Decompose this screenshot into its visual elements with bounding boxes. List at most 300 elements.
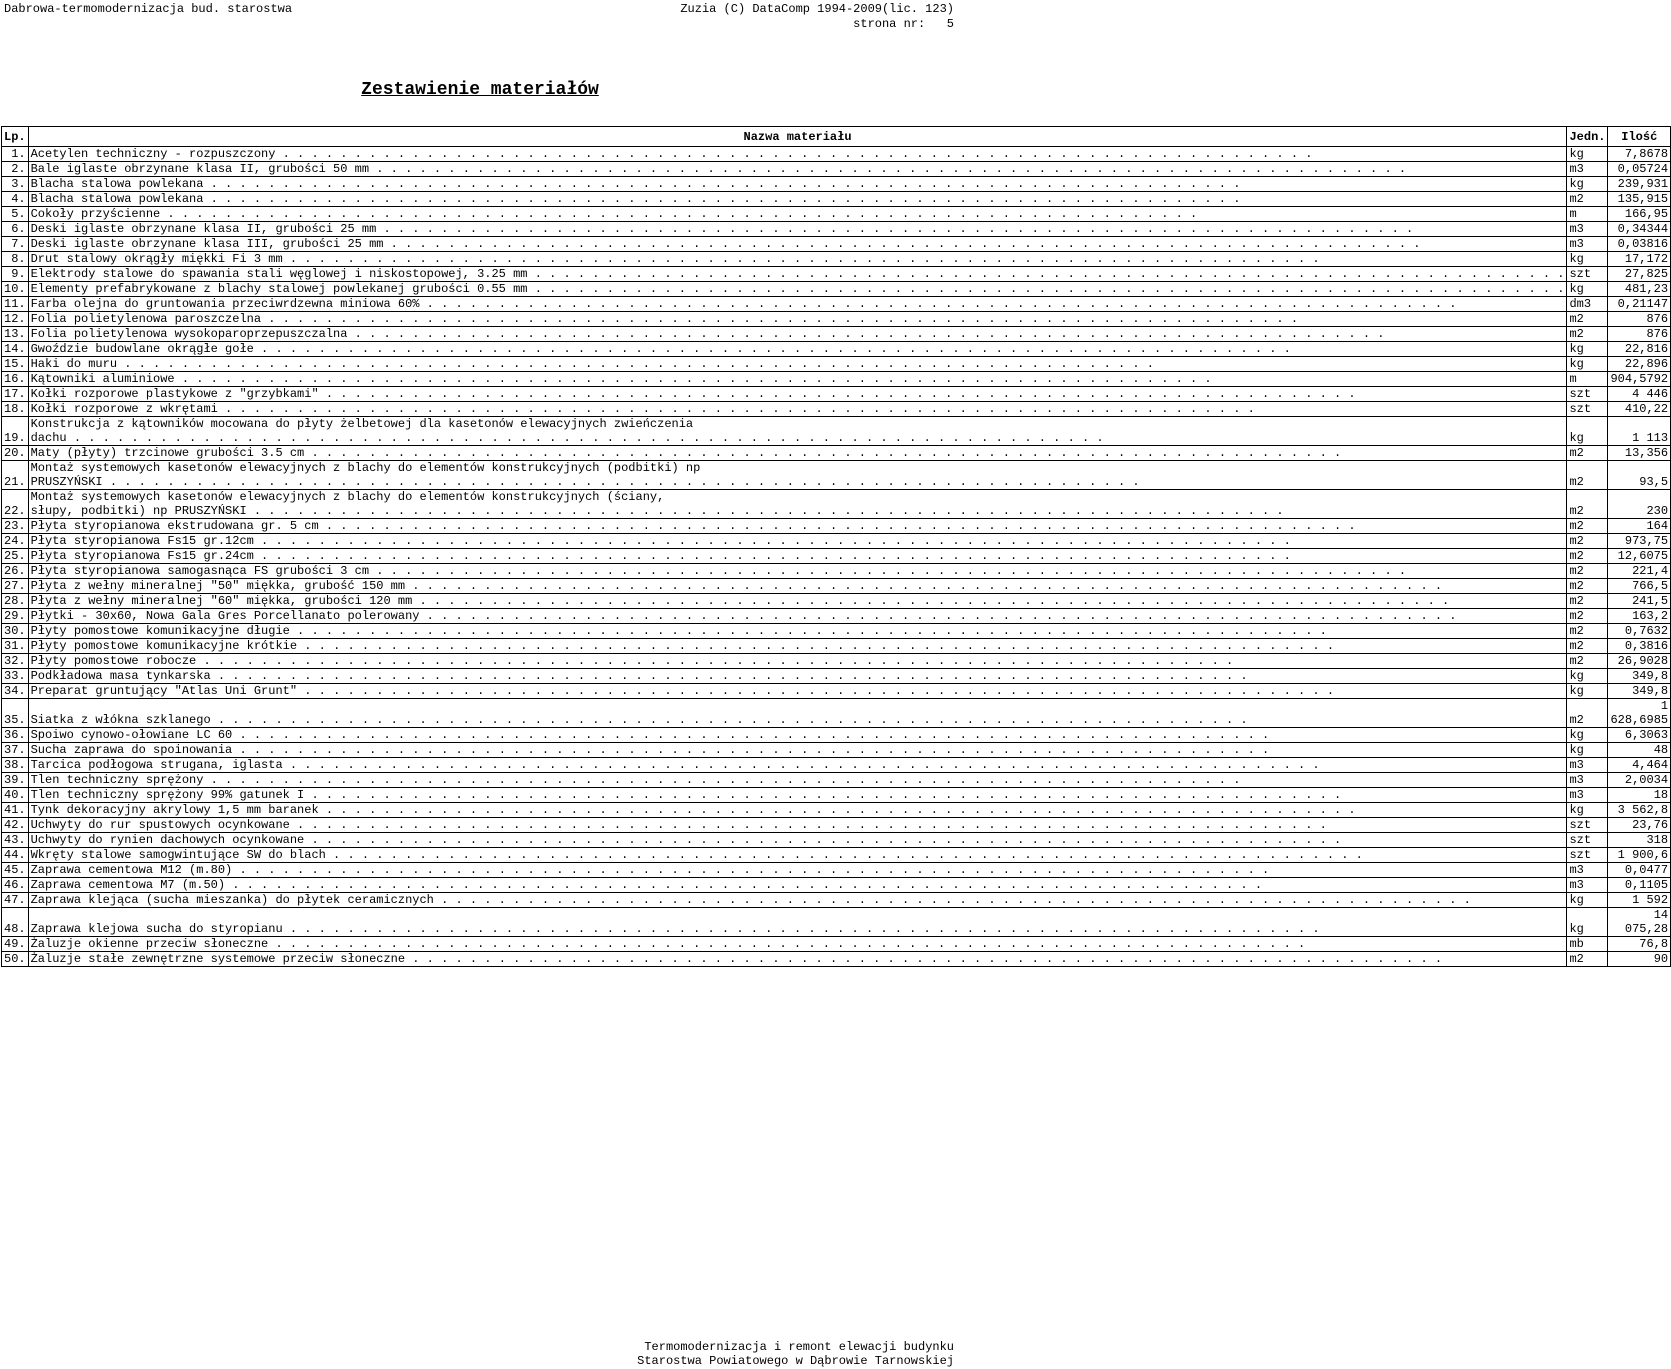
row-name-line-2: PRUSZYŃSKI: [30, 475, 103, 489]
row-unit: kg: [1567, 342, 1608, 357]
table-row: [2, 446, 1671, 461]
row-unit: m3: [1567, 863, 1608, 878]
table-row: [2, 893, 1671, 908]
leader-dots: . . . . . . . . . . . . . . . . . . . . . . . . . . . . . . . . . . . . . . . . . . . . . . . . . . . . . . . . . . . . . . . . . . . . . . . .: [347, 327, 1385, 341]
table-row: [2, 297, 1671, 312]
row-name: [28, 372, 1567, 387]
leader-dots: . . . . . . . . . . . . . . . . . . . . . . . . . . . . . . . . . . . . . . . . . . . . . . . . . . . . . . . . . . . . . . . . . . . . . . . .: [304, 788, 1342, 802]
row-name: [28, 699, 1567, 728]
leader-dots: . . . . . . . . . . . . . . . . . . . . . . . . . . . . . . . . . . . . . . . . . . . . . . . . . . . . . . . . . . . . . . . . . . . . . . . .: [232, 863, 1270, 877]
row-qty: 14 075,28: [1608, 908, 1671, 937]
row-name-text: Żaluzje stałe zewnętrzne systemowe przeciw słoneczne: [30, 952, 406, 966]
row-unit: m2: [1567, 446, 1608, 461]
table-row: [2, 417, 1671, 446]
row-name-text: Zaprawa cementowa M7 (m.50): [30, 878, 226, 892]
row-name: [28, 519, 1567, 534]
row-name: [28, 327, 1567, 342]
row-lp: 48.: [2, 908, 29, 937]
row-name-text: Płyta styropianowa samogasnąca FS grubości 3 cm: [30, 564, 370, 578]
row-qty: 0,0477: [1608, 863, 1671, 878]
row-unit: kg: [1567, 893, 1608, 908]
leader-dots: . . . . . . . . . . . . . . . . . . . . . . . . . . . . . . . . . . . . . . . . . . . . . . . . . . . . . . . . . . . . . . . . . . . . . . . .: [383, 237, 1421, 251]
row-name: [28, 624, 1567, 639]
row-lp: 10.: [2, 282, 29, 297]
row-name-text: Folia polietylenowa wysokoparoprzepuszczalna: [30, 327, 348, 341]
leader-dots: . . . . . . . . . . . . . . . . . . . . . . . . . . . . . . . . . . . . . . . . . . . . . . . . . . . . . . . . . . . . . . . . . . . . . . . .: [102, 475, 1140, 489]
table-row: [2, 252, 1671, 267]
col-header-name: Nazwa materiału: [28, 127, 1567, 147]
row-name-text: Płyta z wełny mineralnej "60" miękka, grubości 120 mm: [30, 594, 413, 608]
leader-dots: . . . . . . . . . . . . . . . . . . . . . . . . . . . . . . . . . . . . . . . . . . . . . . . . . . . . . . . . . . . . . . . . . . . . . . . .: [117, 357, 1154, 371]
row-qty: 0,21147: [1608, 297, 1671, 312]
materials-table: [1, 126, 1671, 967]
row-lp: 16.: [2, 372, 29, 387]
row-name: [28, 848, 1567, 863]
footer: [637, 1340, 954, 1368]
row-unit: kg: [1567, 282, 1608, 297]
row-name: [28, 803, 1567, 818]
row-unit: kg: [1567, 669, 1608, 684]
row-name: [28, 312, 1567, 327]
leader-dots: . . . . . . . . . . . . . . . . . . . . . . . . . . . . . . . . . . . . . . . . . . . . . . . . . . . . . . . . . . . . . . . . . . . . . . . .: [282, 252, 1320, 266]
row-lp: 9.: [2, 267, 29, 282]
footer-line-2: Starostwa Powiatowego w Dąbrowie Tarnowskiej: [637, 1354, 954, 1368]
row-qty: 76,8: [1608, 937, 1671, 952]
row-name: [28, 297, 1567, 312]
row-unit: m3: [1567, 773, 1608, 788]
row-name-line-1: Montaż systemowych kasetonów elewacyjnych z blachy do elementów konstrukcyjnych (podbitki) np: [30, 461, 701, 475]
row-name: [28, 654, 1567, 669]
row-unit: dm3: [1567, 297, 1608, 312]
row-name: [28, 417, 1567, 446]
row-lp: 33.: [2, 669, 29, 684]
row-unit: mb: [1567, 937, 1608, 952]
leader-dots: . . . . . . . . . . . . . . . . . . . . . . . . . . . . . . . . . . . . . . . . . . . . . . . . . . . . . . . . . . . . . . . . . . . . . . . .: [174, 372, 1212, 386]
row-qty: 0,03816: [1608, 237, 1671, 252]
col-header-qty: Ilość: [1608, 127, 1671, 147]
row-name: [28, 207, 1567, 222]
row-name-text: Cokoły przyścienne: [30, 207, 161, 221]
row-name-text: Kołki rozporowe z wkrętami: [30, 402, 218, 416]
leader-dots: . . . . . . . . . . . . . . . . . . . . . . . . . . . . . . . . . . . . . . . . . . . . . . . . . . . . . . . . . . . . . . . . . . . . . . . .: [304, 446, 1342, 460]
row-qty: 22,816: [1608, 342, 1671, 357]
leader-dots: . . . . . . . . . . . . . . . . . . . . . . . . . . . . . . . . . . . . . . . . . . . . . . . . . . . . . . . . . . . . . . . . . . . . . . . .: [196, 654, 1234, 668]
table-row: [2, 312, 1671, 327]
row-qty: 93,5: [1608, 461, 1671, 490]
row-name-text: Płyta styropianowa Fs15 gr.12cm: [30, 534, 254, 548]
row-qty: 48: [1608, 743, 1671, 758]
leader-dots: . . . . . . . . . . . . . . . . . . . . . . . . . . . . . . . . . . . . . . . . . . . . . . . . . . . . . . . . . . . . . . . . . . . . . . . .: [203, 192, 1241, 206]
row-lp: 8.: [2, 252, 29, 267]
row-qty: 90: [1608, 952, 1671, 967]
row-unit: szt: [1567, 387, 1608, 402]
table-row: [2, 863, 1671, 878]
row-name: [28, 222, 1567, 237]
row-name: [28, 252, 1567, 267]
leader-dots: . . . . . . . . . . . . . . . . . . . . . . . . . . . . . . . . . . . . . . . . . . . . . . . . . . . . . . . . . . . . . . . . . . . . . . . .: [433, 893, 1471, 907]
row-qty: 349,8: [1608, 669, 1671, 684]
row-name-line-2: dachu: [30, 431, 67, 445]
row-name-text: Tarcica podłogowa strugana, iglasta: [30, 758, 283, 772]
row-name-text: Płyta styropianowa Fs15 gr.24cm: [30, 549, 254, 563]
row-qty: 13,356: [1608, 446, 1671, 461]
row-name-text: Uchwyty do rur spustowych ocynkowane: [30, 818, 290, 832]
row-qty: 2,0034: [1608, 773, 1671, 788]
table-row: [2, 372, 1671, 387]
row-name: [28, 758, 1567, 773]
row-lp: 11.: [2, 297, 29, 312]
table-row: [2, 237, 1671, 252]
row-unit: m2: [1567, 594, 1608, 609]
row-name: [28, 833, 1567, 848]
header-software: Zuzia (C) DataComp 1994-2009(lic. 123): [680, 2, 954, 16]
row-qty: 876: [1608, 312, 1671, 327]
leader-dots: . . . . . . . . . . . . . . . . . . . . . . . . . . . . . . . . . . . . . . . . . . . . . . . . . . . . . . . . . . . . . . . . . . . . . . . .: [318, 803, 1356, 817]
row-name: [28, 282, 1567, 297]
leader-dots: . . . . . . . . . . . . . . . . . . . . . . . . . . . . . . . . . . . . . . . . . . . . . . . . . . . . . . . . . . . . . . . . . . . . . . . .: [261, 312, 1299, 326]
row-qty: 0,34344: [1608, 222, 1671, 237]
row-qty: 7,8678: [1608, 147, 1671, 162]
table-row: [2, 579, 1671, 594]
table-row: [2, 848, 1671, 863]
row-name-text: Płyty pomostowe robocze: [30, 654, 197, 668]
row-unit: m2: [1567, 609, 1608, 624]
row-qty: 135,915: [1608, 192, 1671, 207]
leader-dots: . . . . . . . . . . . . . . . . . . . . . . . . . . . . . . . . . . . . . . . . . . . . . . . . . . . . . . . . . . . . . . . . . . . . . . . .: [232, 743, 1270, 757]
row-name: [28, 773, 1567, 788]
row-lp: 23.: [2, 519, 29, 534]
row-lp: 50.: [2, 952, 29, 967]
row-name: [28, 267, 1567, 282]
row-unit: szt: [1567, 848, 1608, 863]
table-row: [2, 267, 1671, 282]
row-name: [28, 564, 1567, 579]
row-name: [28, 162, 1567, 177]
row-qty: 876: [1608, 327, 1671, 342]
row-unit: m3: [1567, 878, 1608, 893]
row-name-text: Elementy prefabrykowane z blachy stalowej powlekanej grubości 0.55 mm: [30, 282, 528, 296]
row-lp: 3.: [2, 177, 29, 192]
row-name-text: Płytki - 30x60, Nowa Gala Gres Porcellanato polerowany: [30, 609, 420, 623]
table-row: [2, 222, 1671, 237]
table-row: [2, 162, 1671, 177]
leader-dots: . . . . . . . . . . . . . . . . . . . . . . . . . . . . . . . . . . . . . . . . . . . . . . . . . . . . . . . . . . . . . . . . . . . . . . . .: [253, 534, 1291, 548]
table-row: [2, 192, 1671, 207]
row-qty: 1 113: [1608, 417, 1671, 446]
row-name: [28, 579, 1567, 594]
row-name-text: Acetylen techniczny - rozpuszczony: [30, 147, 276, 161]
row-name: [28, 908, 1567, 937]
row-lp: 42.: [2, 818, 29, 833]
row-lp: 44.: [2, 848, 29, 863]
row-lp: 6.: [2, 222, 29, 237]
row-name: [28, 549, 1567, 564]
leader-dots: . . . . . . . . . . . . . . . . . . . . . . . . . . . . . . . . . . . . . . . . . . . . . . . . . . . . . . . . . . . . . . . . . . . . . . . .: [289, 818, 1327, 832]
row-name-text: Preparat gruntujący "Atlas Uni Grunt": [30, 684, 298, 698]
row-lp: 49.: [2, 937, 29, 952]
table-row: [2, 878, 1671, 893]
row-name-text: Tlen techniczny sprężony 99% gatunek I: [30, 788, 305, 802]
row-unit: m2: [1567, 312, 1608, 327]
leader-dots: . . . . . . . . . . . . . . . . . . . . . . . . . . . . . . . . . . . . . . . . . . . . . . . . . . . . . . . . . . . . . . . . . . . . . . . .: [160, 207, 1198, 221]
row-name: [28, 147, 1567, 162]
row-unit: m: [1567, 207, 1608, 222]
row-lp: 15.: [2, 357, 29, 372]
row-lp: 5.: [2, 207, 29, 222]
row-name-text: Płyty pomostowe komunikacyjne krótkie: [30, 639, 298, 653]
row-lp: 4.: [2, 192, 29, 207]
row-unit: szt: [1567, 833, 1608, 848]
table-row: [2, 788, 1671, 803]
row-unit: m2: [1567, 654, 1608, 669]
col-header-unit: Jedn.: [1567, 127, 1608, 147]
row-name-text: Gwoździe budowlane okrągłe gołe: [30, 342, 254, 356]
row-unit: m3: [1567, 788, 1608, 803]
table-row: [2, 564, 1671, 579]
row-qty: 17,172: [1608, 252, 1671, 267]
leader-dots: . . . . . . . . . . . . . . . . . . . . . . . . . . . . . . . . . . . . . . . . . . . . . . . . . . . . . . . . . . . . . . . . . . . . . . . .: [253, 342, 1291, 356]
row-qty: 230: [1608, 490, 1671, 519]
page-title: Zestawienie materiałów: [361, 80, 599, 100]
row-lp: 26.: [2, 564, 29, 579]
header-right: [680, 2, 954, 32]
row-lp: 43.: [2, 833, 29, 848]
leader-dots: . . . . . . . . . . . . . . . . . . . . . . . . . . . . . . . . . . . . . . . . . . . . . . . . . . . . . . . . . . . . . . . . . . . . . . . .: [289, 624, 1327, 638]
row-name: [28, 461, 1567, 490]
row-unit: m: [1567, 372, 1608, 387]
row-unit: kg: [1567, 743, 1608, 758]
row-qty: 349,8: [1608, 684, 1671, 699]
table-row: [2, 818, 1671, 833]
table-row: [2, 669, 1671, 684]
table-row: [2, 908, 1671, 937]
row-name-text: Zaprawa klejąca (sucha mieszanka) do płytek ceramicznych: [30, 893, 434, 907]
leader-dots: . . . . . . . . . . . . . . . . . . . . . . . . . . . . . . . . . . . . . . . . . . . . . . . . . . . . . . . . . . . . . . . . . . . . . . . .: [66, 431, 1104, 445]
materials-table-body: [2, 147, 1671, 967]
table-row: [2, 534, 1671, 549]
header-left: Dabrowa-termomodernizacja bud. starostwa: [4, 2, 293, 16]
table-row: [2, 654, 1671, 669]
row-qty: 0,05724: [1608, 162, 1671, 177]
row-qty: 3 562,8: [1608, 803, 1671, 818]
table-row: [2, 147, 1671, 162]
row-name-text: Kątowniki aluminiowe: [30, 372, 175, 386]
row-lp: 46.: [2, 878, 29, 893]
row-unit: kg: [1567, 803, 1608, 818]
leader-dots: . . . . . . . . . . . . . . . . . . . . . . . . . . . . . . . . . . . . . . . . . . . . . . . . . . . . . . . . . . . . . . . . . . . . . . . .: [304, 833, 1342, 847]
leader-dots: . . . . . . . . . . . . . . . . . . . . . . . . . . . . . . . . . . . . . . . . . . . . . . . . . . . . . . . . . . . . . . . . . . . . . . . .: [412, 594, 1450, 608]
row-lp: 28.: [2, 594, 29, 609]
row-qty: 239,931: [1608, 177, 1671, 192]
row-unit: m2: [1567, 624, 1608, 639]
row-unit: m2: [1567, 519, 1608, 534]
table-row: [2, 609, 1671, 624]
row-name-text: Płyty pomostowe komunikacyjne długie: [30, 624, 290, 638]
table-row: [2, 594, 1671, 609]
table-row: [2, 357, 1671, 372]
row-lp: 19.: [2, 417, 29, 446]
leader-dots: . . . . . . . . . . . . . . . . . . . . . . . . . . . . . . . . . . . . . . . . . . . . . . . . . . . . . . . . . . . . . . . . . . . . . . . .: [325, 848, 1363, 862]
row-unit: m2: [1567, 564, 1608, 579]
row-lp: 17.: [2, 387, 29, 402]
row-lp: 32.: [2, 654, 29, 669]
leader-dots: . . . . . . . . . . . . . . . . . . . . . . . . . . . . . . . . . . . . . . . . . . . . . . . . . . . . . . . . . . . . . . . . . . . . . . . .: [369, 564, 1407, 578]
leader-dots: . . . . . . . . . . . . . . . . . . . . . . . . . . . . . . . . . . . . . . . . . . . . . . . . . . . . . . . . . . . . . . . . . . . . . . . .: [405, 952, 1443, 966]
row-qty: 166,95: [1608, 207, 1671, 222]
row-name-text: Elektrody stalowe do spawania stali węglowej i niskostopowej, 3.25 mm: [30, 267, 528, 281]
row-name: [28, 534, 1567, 549]
row-name-text: Blacha stalowa powlekana: [30, 192, 204, 206]
table-row: [2, 402, 1671, 417]
col-header-lp: Lp.: [2, 127, 29, 147]
table-row: [2, 937, 1671, 952]
row-name: [28, 728, 1567, 743]
row-qty: 241,5: [1608, 594, 1671, 609]
row-name-text: Zaprawa klejowa sucha do styropianu: [30, 922, 283, 936]
leader-dots: . . . . . . . . . . . . . . . . . . . . . . . . . . . . . . . . . . . . . . . . . . . . . . . . . . . . . . . . . . . . . . . . . . . . . . . .: [405, 579, 1443, 593]
row-name-text: Kołki rozporowe plastykowe z "grzybkami": [30, 387, 319, 401]
row-lp: 18.: [2, 402, 29, 417]
row-unit: m3: [1567, 162, 1608, 177]
row-name-text: Spoiwo cynowo-ołowiane LC 60: [30, 728, 233, 742]
row-unit: m2: [1567, 639, 1608, 654]
row-name: [28, 743, 1567, 758]
table-row: [2, 743, 1671, 758]
row-name-text: Drut stalowy okrągły miękki Fi 3 mm: [30, 252, 283, 266]
row-qty: 318: [1608, 833, 1671, 848]
table-row: [2, 549, 1671, 564]
table-row: [2, 490, 1671, 519]
row-lp: 25.: [2, 549, 29, 564]
table-row: [2, 461, 1671, 490]
row-qty: 1 628,6985: [1608, 699, 1671, 728]
row-name-text: Siatka z włókna szklanego: [30, 713, 211, 727]
row-name: [28, 387, 1567, 402]
leader-dots: . . . . . . . . . . . . . . . . . . . . . . . . . . . . . . . . . . . . . . . . . . . . . . . . . . . . . . . . . . . . . . . . . . . . . . . .: [369, 162, 1407, 176]
row-lp: 24.: [2, 534, 29, 549]
row-lp: 40.: [2, 788, 29, 803]
row-name: [28, 357, 1567, 372]
table-row: [2, 387, 1671, 402]
footer-line-1: Termomodernizacja i remont elewacji budynku: [644, 1340, 954, 1354]
row-qty: 481,23: [1608, 282, 1671, 297]
row-name: [28, 878, 1567, 893]
row-name-text: Farba olejna do gruntowania przeciwrdzewna miniowa 60%: [30, 297, 420, 311]
row-name: [28, 402, 1567, 417]
row-name-text: Bale iglaste obrzynane klasa II, grubości 50 mm: [30, 162, 370, 176]
row-qty: 18: [1608, 788, 1671, 803]
row-lp: 45.: [2, 863, 29, 878]
table-header-row: [2, 127, 1671, 147]
row-lp: 13.: [2, 327, 29, 342]
row-name: [28, 893, 1567, 908]
row-unit: m2: [1567, 461, 1608, 490]
table-row: [2, 282, 1671, 297]
row-name: [28, 192, 1567, 207]
row-lp: 30.: [2, 624, 29, 639]
row-qty: 22,896: [1608, 357, 1671, 372]
row-name-text: Sucha zaprawa do spoinowania: [30, 743, 233, 757]
leader-dots: . . . . . . . . . . . . . . . . . . . . . . . . . . . . . . . . . . . . . . . . . . . . . . . . . . . . . . . . . . . . . . . . . . . . . . . .: [318, 387, 1356, 401]
row-unit: kg: [1567, 357, 1608, 372]
row-qty: 23,76: [1608, 818, 1671, 833]
leader-dots: . . . . . . . . . . . . . . . . . . . . . . . . . . . . . . . . . . . . . . . . . . . . . . . . . . . . . . . . . . . . . . . . . . . . . . . .: [275, 147, 1313, 161]
row-unit: m2: [1567, 534, 1608, 549]
table-row: [2, 207, 1671, 222]
row-qty: 221,4: [1608, 564, 1671, 579]
row-name: [28, 342, 1567, 357]
row-qty: 26,9028: [1608, 654, 1671, 669]
row-qty: 766,5: [1608, 579, 1671, 594]
table-row: [2, 728, 1671, 743]
row-name: [28, 788, 1567, 803]
row-unit: kg: [1567, 252, 1608, 267]
leader-dots: . . . . . . . . . . . . . . . . . . . . . . . . . . . . . . . . . . . . . . . . . . . . . . . . . . . . . . . . . . . . . . . . . . . . . . . .: [297, 639, 1335, 653]
row-name-text: Wkręty stalowe samogwintujące SW do blach: [30, 848, 326, 862]
row-name-text: Deski iglaste obrzynane klasa III, grubości 25 mm: [30, 237, 384, 251]
row-unit: m2: [1567, 549, 1608, 564]
table-row: [2, 342, 1671, 357]
row-unit: kg: [1567, 684, 1608, 699]
table-row: [2, 177, 1671, 192]
row-qty: 4,464: [1608, 758, 1671, 773]
table-row: [2, 773, 1671, 788]
row-unit: kg: [1567, 177, 1608, 192]
row-unit: m2: [1567, 952, 1608, 967]
leader-dots: . . . . . . . . . . . . . . . . . . . . . . . . . . . . . . . . . . . . . . . . . . . . . . . . . . . . . . . . . . . . . . . . . . . . . . . .: [217, 402, 1255, 416]
row-qty: 163,2: [1608, 609, 1671, 624]
table-row: [2, 684, 1671, 699]
row-lp: 22.: [2, 490, 29, 519]
table-row: [2, 639, 1671, 654]
row-qty: 410,22: [1608, 402, 1671, 417]
row-name-line-2: słupy, podbitki) np PRUSZYŃSKI: [30, 504, 247, 518]
row-lp: 36.: [2, 728, 29, 743]
row-unit: kg: [1567, 728, 1608, 743]
row-unit: m3: [1567, 758, 1608, 773]
row-name-text: Zaprawa cementowa M12 (m.80): [30, 863, 233, 877]
row-lp: 20.: [2, 446, 29, 461]
row-unit: szt: [1567, 402, 1608, 417]
leader-dots: . . . . . . . . . . . . . . . . . . . . . . . . . . . . . . . . . . . . . . . . . . . . . . . . . . . . . . . . . . . . . . . . . . . . . . . .: [297, 684, 1335, 698]
table-row: [2, 624, 1671, 639]
table-row: [2, 519, 1671, 534]
row-qty: 164: [1608, 519, 1671, 534]
row-lp: 39.: [2, 773, 29, 788]
row-qty: 4 446: [1608, 387, 1671, 402]
row-name: [28, 609, 1567, 624]
leader-dots: . . . . . . . . . . . . . . . . . . . . . . . . . . . . . . . . . . . . . . . . . . . . . . . . . . . . . . . . . . . . . . . . . . . . . . . .: [203, 773, 1241, 787]
row-qty: 6,3063: [1608, 728, 1671, 743]
row-name: [28, 237, 1567, 252]
table-row: [2, 952, 1671, 967]
row-name-text: Folia polietylenowa paroszczelna: [30, 312, 262, 326]
row-name-text: Tlen techniczny sprężony: [30, 773, 204, 787]
row-qty: 973,75: [1608, 534, 1671, 549]
row-lp: 38.: [2, 758, 29, 773]
row-qty: 27,825: [1608, 267, 1671, 282]
row-name-text: Blacha stalowa powlekana: [30, 177, 204, 191]
row-lp: 35.: [2, 699, 29, 728]
row-qty: 904,5792: [1608, 372, 1671, 387]
table-row: [2, 699, 1671, 728]
table-row: [2, 758, 1671, 773]
leader-dots: . . . . . . . . . . . . . . . . . . . . . . . . . . . . . . . . . . . . . . . . . . . . . . . . . . . . . . . . . . . . . . . . . . . . . . . .: [268, 937, 1306, 951]
leader-dots: . . . . . . . . . . . . . . . . . . . . . . . . . . . . . . . . . . . . . . . . . . . . . . . . . . . . . . . . . . . . . . . . . . . . . . . .: [282, 922, 1320, 936]
table-row: [2, 833, 1671, 848]
row-lp: 7.: [2, 237, 29, 252]
row-name: [28, 684, 1567, 699]
